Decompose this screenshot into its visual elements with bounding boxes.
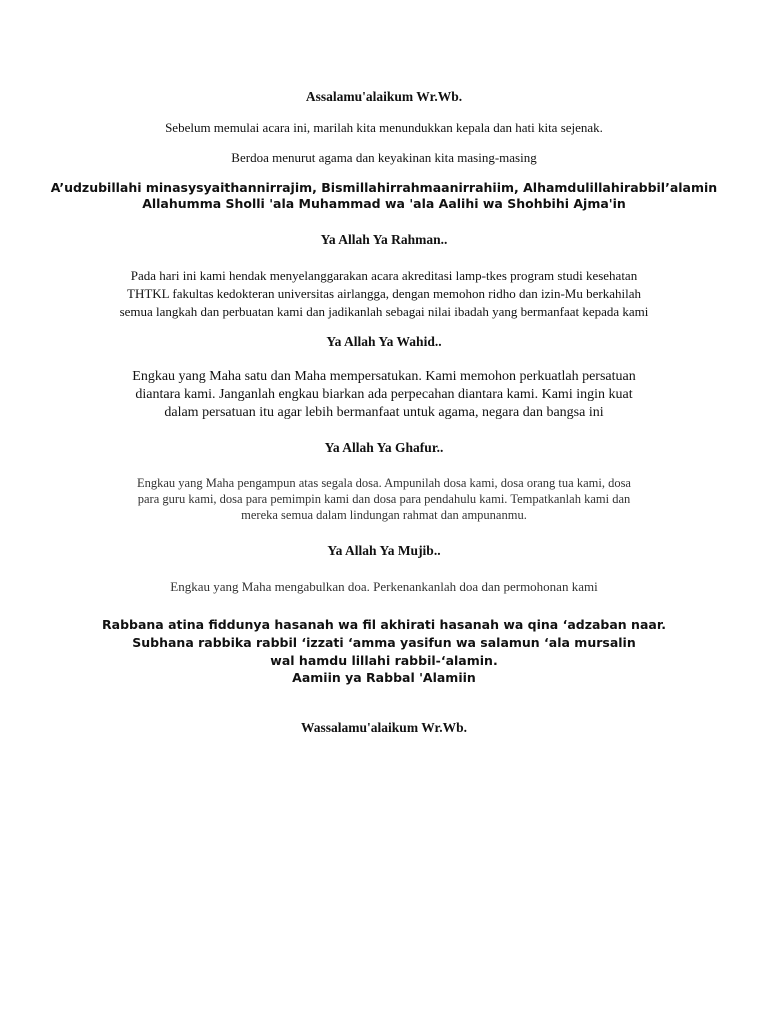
section-heading-mujib: Ya Allah Ya Mujib.. [327, 543, 441, 558]
ghafur-line-3: mereka semua dalam lindungan rahmat dan ampunanmu. [241, 508, 527, 522]
rahman-line-1: Pada hari ini kami hendak menyelanggarakan acara akreditasi lamp-tkes program studi kesehatan [130, 268, 638, 283]
wahid-line-2: diantara kami. Janganlah engkau biarkan ada perpecahan diantara kami. Kami ingin kuat [135, 387, 633, 402]
closing-prayer-line-3: wal hamdu lillahi rabbil-‘alamin. [270, 653, 498, 668]
closing-prayer-line-2: Subhana rabbika rabbil ‘izzati ‘amma yasifun wa salamun ‘ala mursalin [132, 635, 636, 650]
opening-prayer-line-2: Allahumma Sholli 'ala Muhammad wa 'ala Aalihi wa Shohbihi Ajma'in [142, 196, 626, 211]
wahid-line-3: dalam persatuan itu agar lebih bermanfaat untuk agama, negara dan bangsa ini [164, 405, 604, 420]
section-heading-wahid: Ya Allah Ya Wahid.. [326, 334, 442, 349]
section-heading-rahman: Ya Allah Ya Rahman.. [320, 232, 448, 247]
intro-line-1: Sebelum memulai acara ini, marilah kita menundukkan kepala dan hati kita sejenak. [165, 120, 603, 135]
greeting-heading: Assalamu'alaikum Wr.Wb. [305, 89, 463, 104]
rahman-line-3: semua langkah dan perbuatan kami dan jadikanlah sebagai nilai ibadah yang bermanfaat kepada kami [119, 304, 649, 319]
closing-prayer-line-4: Aamiin ya Rabbal 'Alamiin [292, 670, 476, 685]
opening-prayer-line-1: A’udzubillahi minasysyaithannirrajim, Bismillahirrahmaanirrahiim, Alhamdulillahirabbil’alamin [50, 180, 718, 195]
ghafur-line-2: para guru kami, dosa para pemimpin kami dan dosa para pendahulu kami. Tempatkanlah kami dan [137, 492, 631, 506]
farewell-heading: Wassalamu'alaikum Wr.Wb. [301, 720, 467, 735]
ghafur-line-1: Engkau yang Maha pengampun atas segala dosa. Ampunilah dosa kami, dosa orang tua kami, dosa [137, 476, 631, 490]
wahid-line-1: Engkau yang Maha satu dan Maha mempersatukan. Kami memohon perkuatlah persatuan [132, 369, 636, 384]
closing-prayer-line-1: Rabbana atina fiddunya hasanah wa fil akhirati hasanah wa qina ‘adzaban naar. [102, 617, 666, 632]
section-heading-ghafur: Ya Allah Ya Ghafur.. [324, 440, 444, 455]
rahman-line-2: THTKL fakultas kedokteran universitas airlangga, dengan memohon ridho dan izin-Mu berkahilah [127, 286, 641, 301]
mujib-line-1: Engkau yang Maha mengabulkan doa. Perkenankanlah doa dan permohonan kami [170, 579, 598, 594]
intro-line-2: Berdoa menurut agama dan keyakinan kita masing-masing [231, 150, 537, 165]
